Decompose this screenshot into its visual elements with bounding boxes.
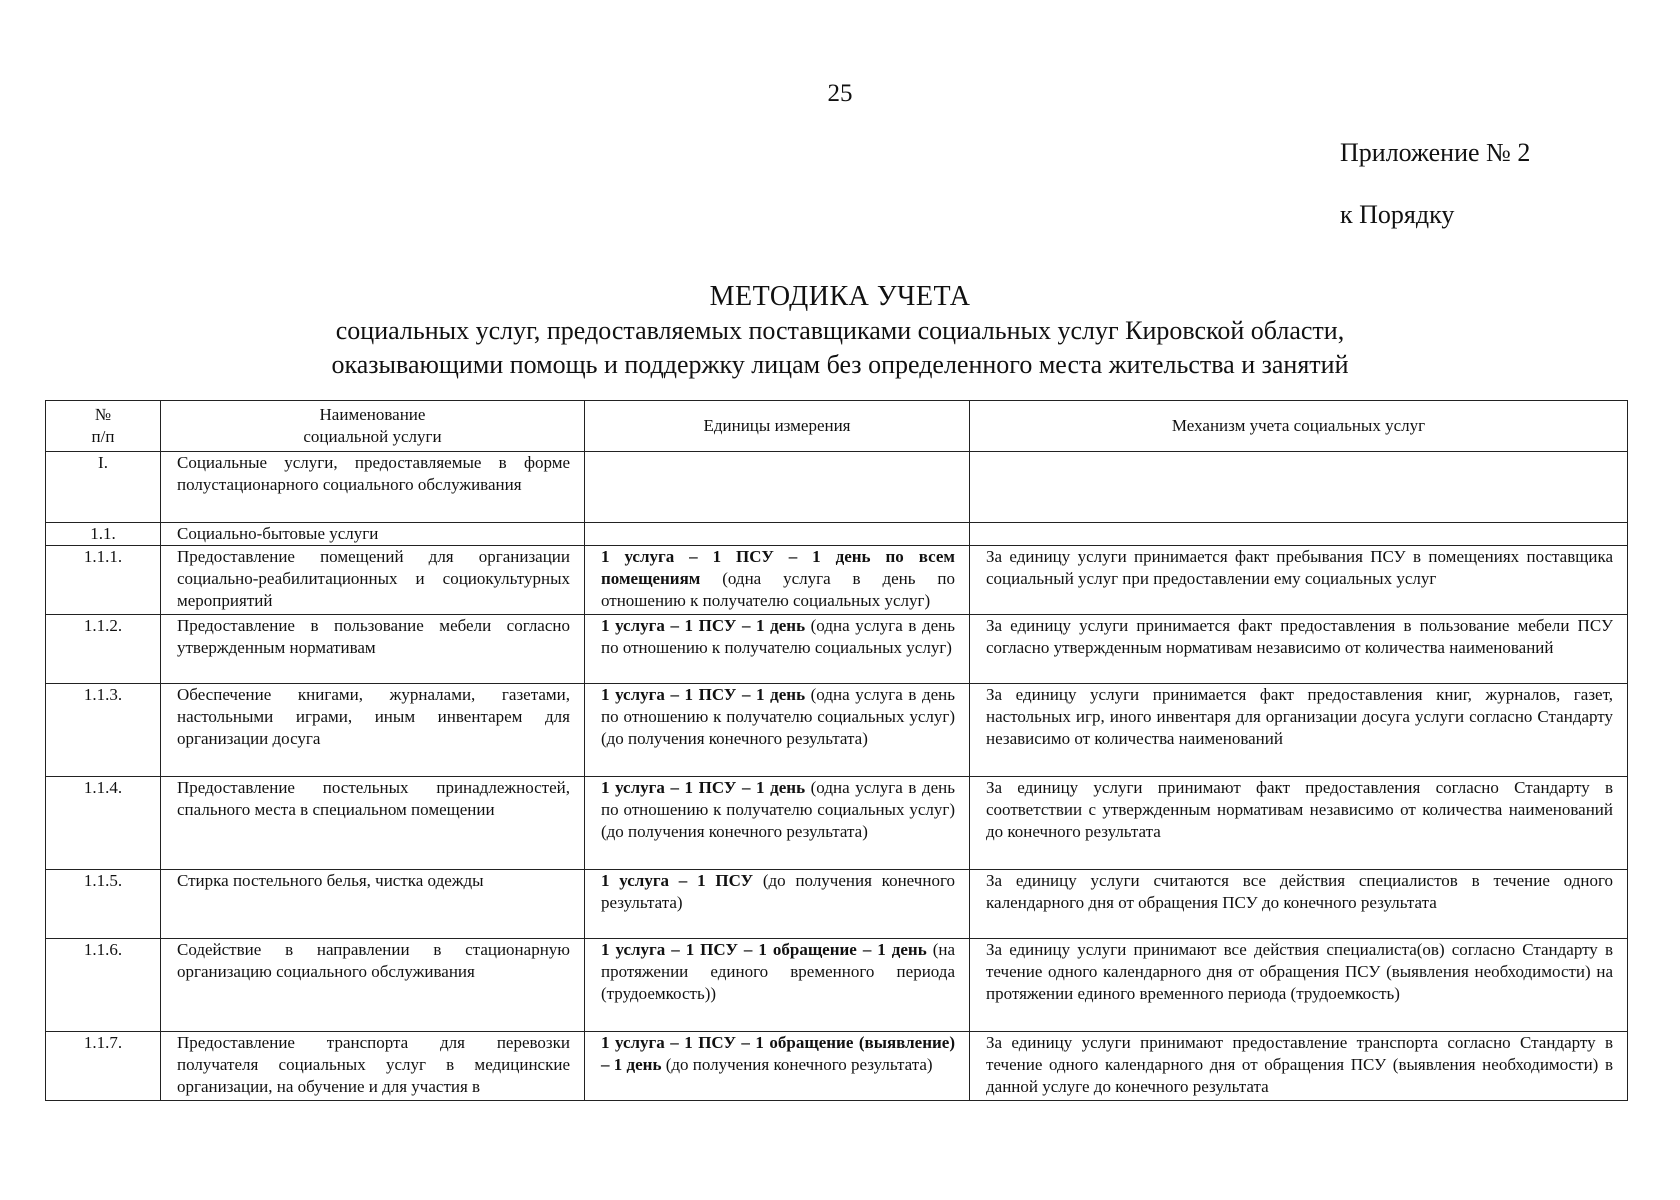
row-service-name: Содействие в направлении в стационарную организацию социального обслуживания bbox=[161, 939, 585, 1032]
row-unit-bold: 1 услуга – 1 ПСУ – 1 день bbox=[601, 685, 806, 704]
row-number: 1.1.2. bbox=[46, 615, 161, 684]
table-row bbox=[46, 546, 1628, 615]
row-unit-bold: 1 услуга – 1 ПСУ – 1 день по всем помещениям bbox=[601, 547, 955, 588]
section-empty-mechanism bbox=[970, 452, 1628, 523]
row-unit-rest: (до получения конечного результата) bbox=[661, 1055, 933, 1074]
table-row bbox=[46, 870, 1628, 939]
title-main: МЕТОДИКА УЧЕТА bbox=[709, 281, 971, 312]
subsection-empty-unit bbox=[585, 523, 970, 546]
row-unit-rest: (одна услуга в день по отношению к получателю социальных услуг) (до получения конечного результата) bbox=[601, 778, 955, 841]
row-unit bbox=[585, 777, 970, 870]
header-number-line-1: № bbox=[94, 405, 112, 424]
table-row bbox=[46, 777, 1628, 870]
row-number: 1.1.4. bbox=[46, 777, 161, 870]
row-unit-rest: (одна услуга в день по отношению к получателю социальных услуг) bbox=[601, 569, 955, 610]
header-number-line-2: п/п bbox=[91, 427, 115, 446]
row-number: 1.1.5. bbox=[46, 870, 161, 939]
row-mechanism: За единицу услуги принимают факт предоставления согласно Стандарту в соответствии с утвержденным нормативам независимо от количества наименований до конечного результата bbox=[970, 777, 1628, 870]
row-number: 1.1.1. bbox=[46, 546, 161, 615]
section-name: Социальные услуги, предоставляемые в форме полустационарного социального обслуживания bbox=[161, 452, 585, 523]
row-mechanism: За единицу услуги принимается факт предоставления книг, журналов, газет, настольных игр, иного инвентаря для организации досуга услуги согласно Стандарту независимо от количества наименований bbox=[970, 684, 1628, 777]
title-subtitle-2: оказывающими помощь и поддержку лицам без определенного места жительства и занятий bbox=[331, 350, 1349, 379]
row-mechanism: За единицу услуги принимается факт пребывания ПСУ в помещениях поставщика социальный услуг при предоставлении ему социальных услуг bbox=[970, 546, 1628, 615]
subsection-number: 1.1. bbox=[46, 523, 161, 546]
row-unit bbox=[585, 615, 970, 684]
subsection-empty-mechanism bbox=[970, 523, 1628, 546]
row-number: 1.1.7. bbox=[46, 1032, 161, 1101]
header-mechanism: Механизм учета социальных услуг bbox=[970, 401, 1628, 452]
table-row bbox=[46, 615, 1628, 684]
row-unit-rest: (до получения конечного результата) bbox=[601, 871, 955, 912]
row-unit bbox=[585, 939, 970, 1032]
row-mechanism: За единицу услуги принимается факт предоставления в пользование мебели ПСУ согласно утвержденным нормативам независимо от количества наименований bbox=[970, 615, 1628, 684]
table-row bbox=[46, 939, 1628, 1032]
subsection-row bbox=[46, 523, 1628, 546]
appendix-line-1: Приложение № 2 bbox=[1340, 138, 1531, 167]
page-number: 25 bbox=[827, 80, 853, 107]
row-service-name: Предоставление в пользование мебели согласно утвержденным нормативам bbox=[161, 615, 585, 684]
services-accounting-table bbox=[45, 400, 1628, 1101]
title-subtitle-1: социальных услуг, предоставляемых поставщиками социальных услуг Кировской области, bbox=[335, 316, 1345, 345]
table-row bbox=[46, 1032, 1628, 1101]
appendix-caption bbox=[1340, 140, 1530, 228]
row-service-name: Предоставление постельных принадлежностей, спального места в специальном помещении bbox=[161, 777, 585, 870]
row-mechanism: За единицу услуги принимают все действия специалиста(ов) согласно Стандарту в течение одного календарного дня от обращения ПСУ (выявления необходимости) на протяжении единого временного периода (трудоемкость) bbox=[970, 939, 1628, 1032]
row-unit bbox=[585, 1032, 970, 1101]
row-unit bbox=[585, 546, 970, 615]
document-title bbox=[0, 280, 1680, 382]
row-mechanism: За единицу услуги принимают предоставление транспорта согласно Стандарту в течение одного календарного дня от обращения ПСУ (выявления необходимости) в данной услуге до конечного результата bbox=[970, 1032, 1628, 1101]
header-units: Единицы измерения bbox=[585, 401, 970, 452]
subsection-name: Социально-бытовые услуги bbox=[161, 523, 585, 546]
row-unit-rest: (на протяжении единого временного периода (трудоемкость)) bbox=[601, 940, 955, 1003]
row-number: 1.1.3. bbox=[46, 684, 161, 777]
row-unit-rest: (одна услуга в день по отношению к получателю социальных услуг) bbox=[601, 616, 955, 657]
header-name-line-2: социальной услуги bbox=[303, 427, 442, 446]
row-unit-bold: 1 услуга – 1 ПСУ – 1 обращение – 1 день bbox=[601, 940, 927, 959]
row-service-name: Предоставление транспорта для перевозки получателя социальных услуг в медицинские организации, на обучение и для участия в bbox=[161, 1032, 585, 1101]
section-number: I. bbox=[46, 452, 161, 523]
row-unit-bold: 1 услуга – 1 ПСУ bbox=[601, 871, 754, 890]
row-number: 1.1.6. bbox=[46, 939, 161, 1032]
row-unit-bold: 1 услуга – 1 ПСУ – 1 день bbox=[601, 616, 806, 635]
table-header-row bbox=[46, 401, 1628, 452]
row-service-name: Стирка постельного белья, чистка одежды bbox=[161, 870, 585, 939]
row-service-name: Предоставление помещений для организации социально-реабилитационных и социокультурных мероприятий bbox=[161, 546, 585, 615]
header-service-name bbox=[161, 401, 585, 452]
header-name-line-1: Наименование bbox=[319, 405, 426, 424]
row-mechanism: За единицу услуги считаются все действия специалистов в течение одного календарного дня от обращения ПСУ до конечного результата bbox=[970, 870, 1628, 939]
row-unit bbox=[585, 684, 970, 777]
row-unit bbox=[585, 870, 970, 939]
row-service-name: Обеспечение книгами, журналами, газетами, настольными играми, иным инвентарем для организации досуга bbox=[161, 684, 585, 777]
section-row bbox=[46, 452, 1628, 523]
table-row bbox=[46, 684, 1628, 777]
row-unit-rest: (одна услуга в день по отношению к получателю социальных услуг) (до получения конечного результата) bbox=[601, 685, 955, 748]
header-number bbox=[46, 401, 161, 452]
appendix-line-2: к Порядку bbox=[1340, 200, 1455, 229]
section-empty-unit bbox=[585, 452, 970, 523]
row-unit-bold: 1 услуга – 1 ПСУ – 1 день bbox=[601, 778, 806, 797]
row-unit-bold: 1 услуга – 1 ПСУ – 1 обращение (выявление) – 1 день bbox=[601, 1033, 955, 1074]
